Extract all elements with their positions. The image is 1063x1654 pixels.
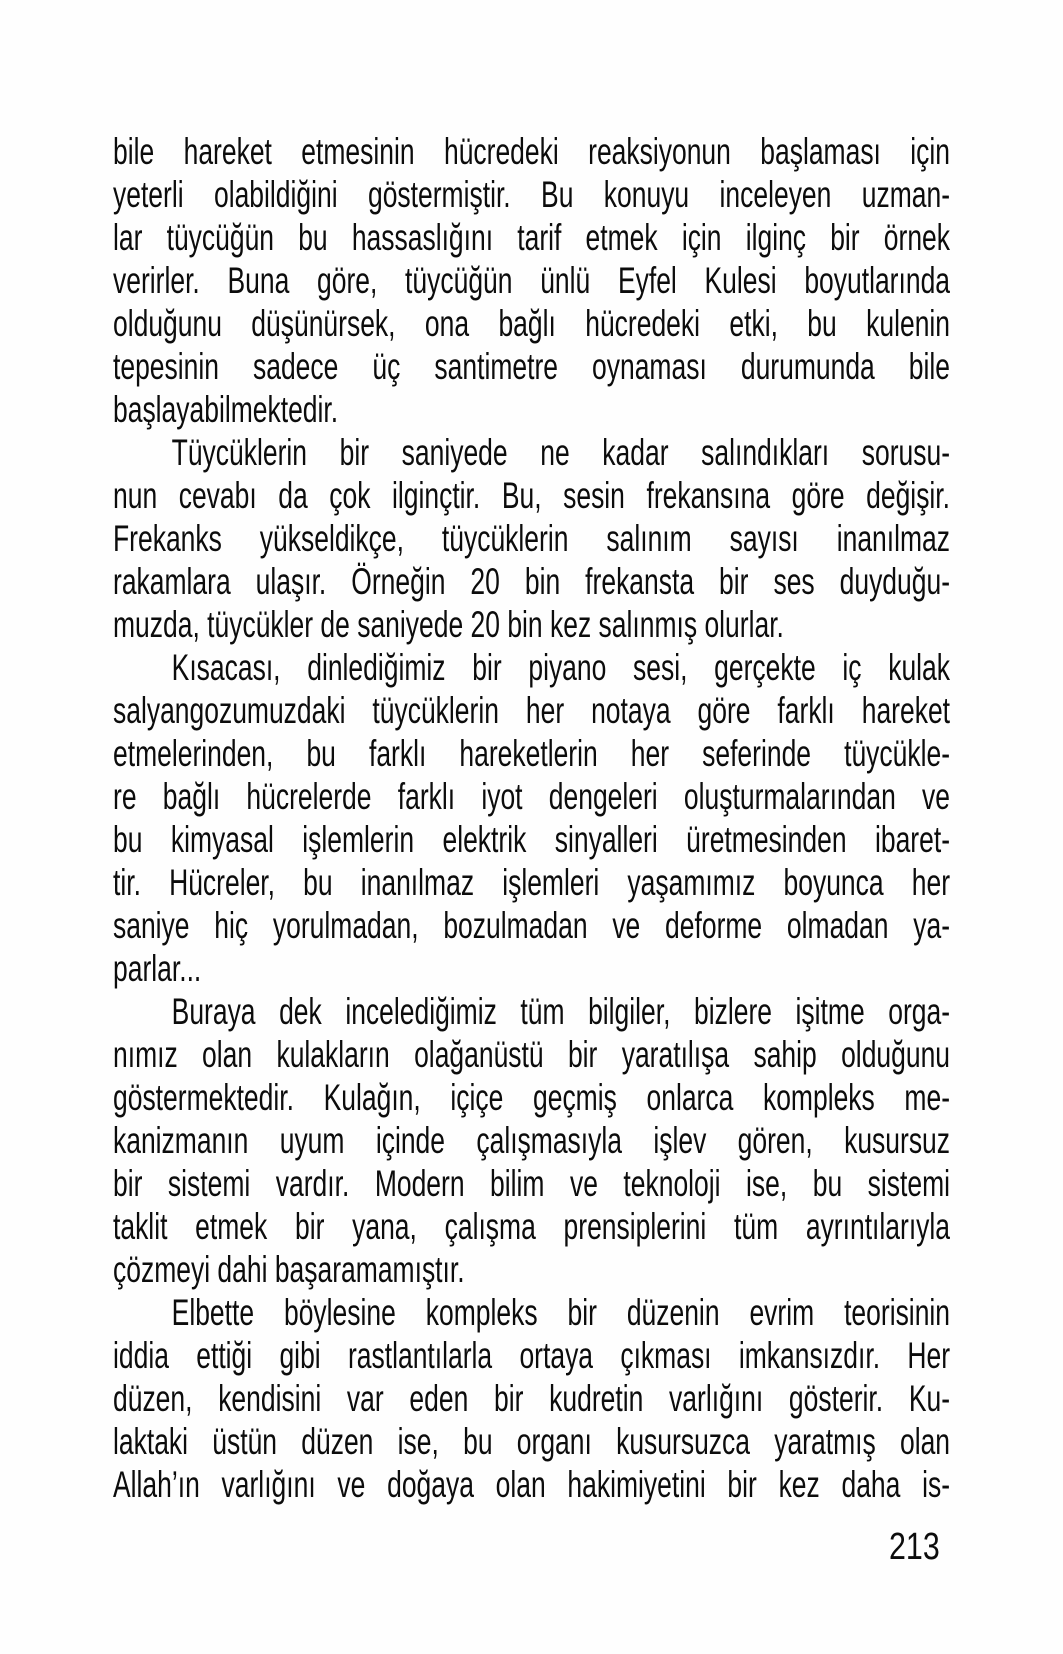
paragraph [113,646,950,990]
text-line: verirler. Buna göre, tüycüğün ünlü Eyfel Kulesi boyutlarında [113,260,951,301]
text-line: olduğunu düşünürsek, ona bağlı hücredeki etki, bu kulenin [113,303,951,344]
text-line: tepesinin sadece üç santimetre oynaması durumunda bile [113,346,951,387]
text-line: bile hareket etmesinin hücredeki reaksiyonun başlaması için [113,131,951,172]
paragraph [113,431,950,646]
text-line: Tüycüklerin bir saniyede ne kadar salındıkları sorusu- [171,432,951,473]
text-line: kanizmanın uyum içinde çalışmasıyla işlev gören, kusursuz [113,1120,951,1161]
text-line: lar tüycüğün bu hassaslığını tarif etmek için ilginç bir örnek [113,217,951,258]
text-line: muzda, tüycükler de saniyede 20 bin kez salınmış olurlar. [113,604,784,645]
paragraph [113,130,950,431]
text-line: düzen, kendisini var eden bir kudretin varlığını gösterir. Ku- [113,1378,951,1419]
paragraph [113,990,950,1291]
body-text [113,130,950,1506]
text-line: laktaki üstün düzen ise, bu organı kusursuzca yaratmış olan [113,1421,951,1462]
text-line: taklit etmek bir yana, çalışma prensiplerini tüm ayrıntılarıyla [113,1206,951,1247]
text-line: çözmeyi dahi başaramamıştır. [113,1249,465,1290]
text-line: tir. Hücreler, bu inanılmaz işlemleri yaşamımız boyunca her [113,862,951,903]
paragraph [113,1291,950,1506]
text-line: nun cevabı da çok ilginçtir. Bu, sesin frekansına göre değişir. [113,475,951,516]
text-line: parlar... [113,948,202,989]
text-line: bir sistemi vardır. Modern bilim ve teknoloji ise, bu sistemi [113,1163,951,1204]
text-line: rakamlara ulaşır. Örneğin 20 bin frekansta bir ses duyduğu- [113,561,951,602]
text-line: yeterli olabildiğini göstermiştir. Bu konuyu inceleyen uzman- [113,174,951,215]
text-line: bu kimyasal işlemlerin elektrik sinyalleri üretmesinden ibaret- [113,819,951,860]
text-line: etmelerinden, bu farklı hareketlerin her seferinde tüycükle- [113,733,951,774]
text-line: salyangozumuzdaki tüycüklerin her notaya göre farklı hareket [113,690,951,731]
text-line: re bağlı hücrelerde farklı iyot dengeleri oluşturmalarından ve [113,776,951,817]
text-line: Kısacası, dinlediğimiz bir piyano sesi, gerçekte iç kulak [171,647,951,688]
text-line: Allah’ın varlığını ve doğaya olan hakimiyetini bir kez daha is- [113,1464,951,1505]
text-line: göstermektedir. Kulağın, içiçe geçmiş onlarca kompleks me- [113,1077,951,1118]
text-line: Elbette böylesine kompleks bir düzenin evrim teorisinin [171,1292,951,1333]
text-line: saniye hiç yorulmadan, bozulmadan ve deforme olmadan ya- [113,905,951,946]
text-line: başlayabilmektedir. [113,389,339,430]
text-line: iddia ettiği gibi rastlantılarla ortaya çıkması imkansızdır. Her [113,1335,951,1376]
page-number: 213 [889,1526,940,1568]
text-line: nımız olan kulakların olağanüstü bir yaratılışa sahip olduğunu [113,1034,951,1075]
text-line: Frekanks yükseldikçe, tüycüklerin salınım sayısı inanılmaz [113,518,951,559]
text-line: Buraya dek incelediğimiz tüm bilgiler, bizlere işitme orga- [171,991,951,1032]
